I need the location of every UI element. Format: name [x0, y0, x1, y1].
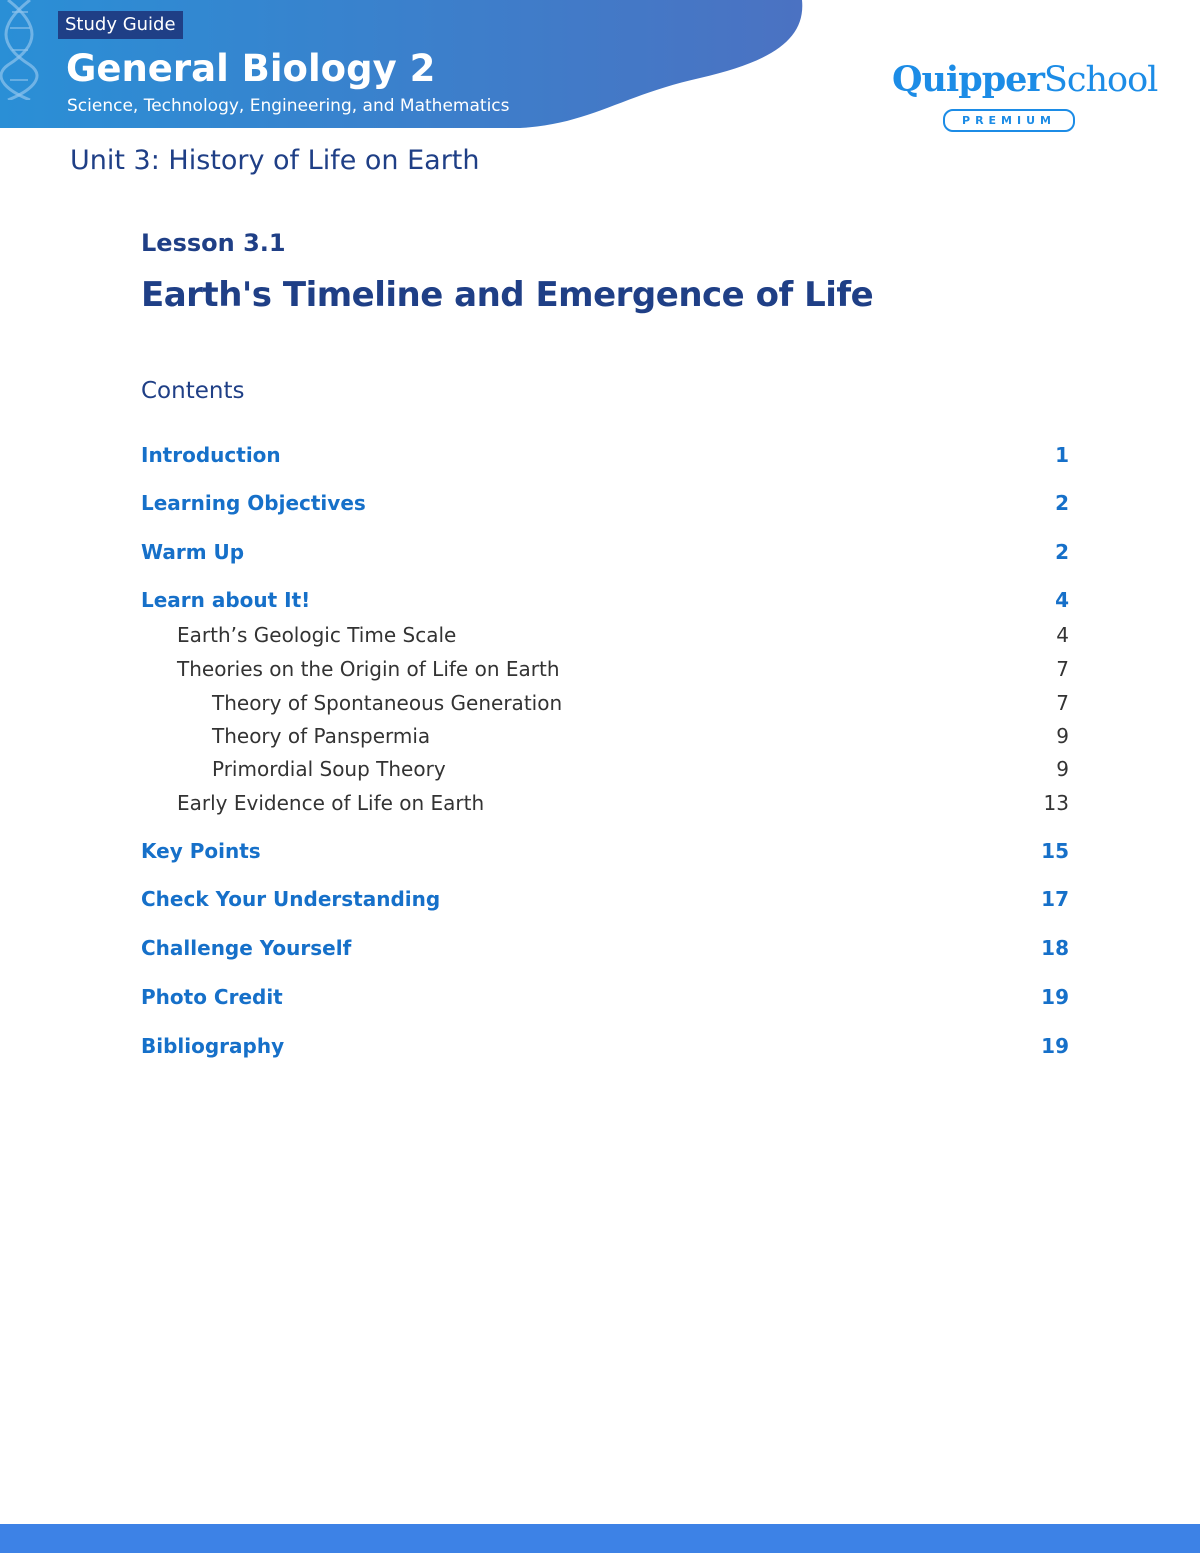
toc-entry-check-your-understanding[interactable]	[141, 885, 1069, 913]
premium-badge: PREMIUM	[943, 109, 1075, 132]
toc-entry-label[interactable]: Theory of Spontaneous Generation	[212, 691, 563, 715]
toc-entry-page: 19	[1041, 985, 1069, 1009]
toc-entry-label[interactable]: Learning Objectives	[141, 491, 366, 515]
toc-entry-warm-up[interactable]	[141, 538, 1069, 566]
toc-entry-page: 4	[1056, 623, 1069, 647]
toc-entry-learning-objectives[interactable]	[141, 489, 1069, 517]
toc-entry-early-evidence[interactable]	[141, 789, 1069, 817]
toc-entry-label[interactable]: Introduction	[141, 443, 281, 467]
toc-entry-spontaneous-generation[interactable]	[141, 689, 1069, 717]
header-banner	[0, 0, 810, 130]
toc-entry-geologic-time-scale[interactable]	[141, 621, 1069, 649]
lesson-title: Earth's Timeline and Emergence of Life	[141, 275, 874, 315]
toc-entry-label[interactable]: Earth’s Geologic Time Scale	[177, 623, 457, 647]
study-guide-badge: Study Guide	[58, 11, 183, 39]
toc-entry-label[interactable]: Learn about It!	[141, 588, 311, 612]
toc-entry-page: 15	[1041, 839, 1069, 863]
toc-entry-label[interactable]: Photo Credit	[141, 985, 283, 1009]
toc-entry-page: 7	[1056, 657, 1069, 681]
toc-entry-page: 19	[1041, 1034, 1069, 1058]
toc-entry-label[interactable]: Check Your Understanding	[141, 887, 441, 911]
dna-icon	[0, 0, 50, 100]
toc-entry-panspermia[interactable]	[141, 722, 1069, 750]
quipper-school-logo	[880, 58, 1158, 138]
toc-entry-page: 18	[1041, 936, 1069, 960]
toc-entry-theories-origin-of-life[interactable]	[141, 655, 1069, 683]
toc-entry-introduction[interactable]	[141, 441, 1069, 469]
toc-entry-label[interactable]: Challenge Yourself	[141, 936, 352, 960]
toc-entry-page: 13	[1043, 791, 1069, 815]
lesson-number: Lesson 3.1	[141, 229, 286, 257]
toc-entry-challenge-yourself[interactable]	[141, 934, 1069, 962]
toc-entry-label[interactable]: Key Points	[141, 839, 261, 863]
toc-entry-page: 2	[1055, 540, 1069, 564]
brand-name-part2: School	[1043, 60, 1158, 100]
toc-entry-page: 17	[1041, 887, 1069, 911]
toc-entry-label[interactable]: Early Evidence of Life on Earth	[177, 791, 485, 815]
brand-name	[892, 58, 1157, 102]
toc-entry-page: 1	[1055, 443, 1069, 467]
toc-entry-label[interactable]: Theories on the Origin of Life on Earth	[177, 657, 560, 681]
toc-entry-bibliography[interactable]	[141, 1032, 1069, 1060]
toc-entry-page: 4	[1055, 588, 1069, 612]
toc-entry-label[interactable]: Theory of Panspermia	[212, 724, 431, 748]
toc-entry-page: 2	[1055, 491, 1069, 515]
course-title: General Biology 2	[66, 47, 436, 90]
toc-entry-label[interactable]: Primordial Soup Theory	[212, 757, 446, 781]
toc-entry-page: 7	[1056, 691, 1069, 715]
toc-entry-label[interactable]: Warm Up	[141, 540, 245, 564]
footer-bar	[0, 1524, 1200, 1553]
course-subtitle: Science, Technology, Engineering, and Mathematics	[67, 96, 510, 116]
toc-entry-learn-about-it[interactable]	[141, 586, 1069, 614]
toc-entry-primordial-soup[interactable]	[141, 755, 1069, 783]
toc-entry-label[interactable]: Bibliography	[141, 1034, 285, 1058]
unit-title: Unit 3: History of Life on Earth	[70, 145, 480, 176]
toc-entry-page: 9	[1056, 757, 1069, 781]
toc-entry-photo-credit[interactable]	[141, 983, 1069, 1011]
contents-heading: Contents	[141, 378, 245, 404]
brand-name-part1: Quipper	[892, 59, 1044, 100]
toc-entry-key-points[interactable]	[141, 837, 1069, 865]
toc-entry-page: 9	[1056, 724, 1069, 748]
